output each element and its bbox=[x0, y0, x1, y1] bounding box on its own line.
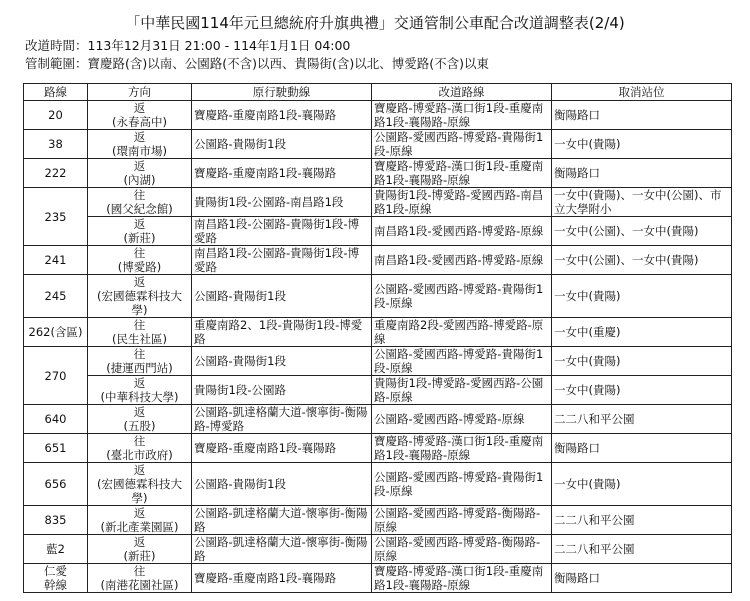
route-number: 835 bbox=[44, 513, 67, 527]
header-original-route: 原行駛動線 bbox=[192, 84, 372, 101]
direction: 返 bbox=[133, 101, 146, 115]
route-cell bbox=[24, 535, 88, 564]
cancelled-stops: 一女中(重慶) bbox=[554, 325, 621, 339]
cancelled-stops: 一女中(貴陽) bbox=[554, 477, 621, 491]
direction-cell bbox=[88, 159, 192, 188]
destination: (宏國德霖科技大學) bbox=[97, 477, 182, 505]
route-number: 222 bbox=[44, 166, 67, 180]
detour-table bbox=[23, 83, 732, 593]
cancelled-stops-cell bbox=[552, 506, 732, 535]
cancelled-stops: 衡陽路口 bbox=[554, 571, 600, 585]
route-number: 仁愛幹線 bbox=[44, 564, 67, 592]
destination: (國父紀念館) bbox=[106, 202, 173, 216]
detour-route: 公園路-愛國西路-博愛路-貴陽街1段-原線 bbox=[374, 130, 544, 158]
table-row bbox=[24, 463, 732, 506]
cancelled-stops: 一女中(貴陽) bbox=[554, 354, 621, 368]
original-route: 南昌路1段-公園路-貴陽街1段-博愛路 bbox=[194, 217, 360, 245]
table-row bbox=[24, 506, 732, 535]
destination: (臺北市政府) bbox=[106, 448, 173, 462]
route-cell bbox=[24, 246, 88, 275]
direction: 返 bbox=[133, 376, 146, 390]
direction-cell bbox=[88, 101, 192, 130]
direction-cell bbox=[88, 535, 192, 564]
original-route: 公園路-凱達格蘭大道-懷寧街-衡陽路 bbox=[194, 506, 368, 534]
cancelled-stops: 衡陽路口 bbox=[554, 441, 600, 455]
destination: (內湖) bbox=[123, 173, 156, 187]
cancelled-stops-cell bbox=[552, 101, 732, 130]
table-row bbox=[24, 405, 732, 434]
cancelled-stops-cell bbox=[552, 275, 732, 318]
control-range: 管制範圍：寶慶路(含)以南、公園路(不含)以西、貴陽街(含)以北、博愛路(不含)以東 bbox=[25, 56, 490, 71]
route-cell bbox=[24, 275, 88, 318]
original-route: 貴陽街1段-公園路 bbox=[194, 383, 286, 397]
direction: 返 bbox=[133, 506, 146, 520]
detour-route-cell bbox=[372, 535, 552, 564]
detour-route: 貴陽街1段-博愛路-愛國西路-南昌路1段-原線 bbox=[374, 188, 544, 216]
route-cell bbox=[24, 101, 88, 130]
route-number: 藍2 bbox=[46, 542, 65, 556]
detour-route-cell bbox=[372, 275, 552, 318]
detour-route-cell bbox=[372, 188, 552, 217]
original-route-cell bbox=[192, 159, 372, 188]
route-cell bbox=[24, 506, 88, 535]
destination: (捷運西門站) bbox=[106, 361, 173, 375]
cancelled-stops: 一女中(公園)、一女中(貴陽) bbox=[554, 253, 699, 267]
detour-route-cell bbox=[372, 405, 552, 434]
direction-cell bbox=[88, 405, 192, 434]
detour-route: 公園路-愛國西路-博愛路-衡陽路-原線 bbox=[374, 535, 541, 563]
original-route-cell bbox=[192, 275, 372, 318]
route-cell bbox=[24, 159, 88, 188]
original-route-cell bbox=[192, 434, 372, 463]
detour-route: 公園路-愛國西路-博愛路-貴陽街1段-原線 bbox=[374, 470, 544, 498]
direction: 往 bbox=[133, 188, 146, 202]
cancelled-stops-cell bbox=[552, 318, 732, 347]
route-cell bbox=[24, 318, 88, 347]
cancelled-stops-cell bbox=[552, 535, 732, 564]
route-number: 651 bbox=[44, 441, 67, 455]
cancelled-stops: 一女中(貴陽) bbox=[554, 137, 621, 151]
table-row bbox=[24, 318, 732, 347]
destination: (南港花園社區) bbox=[100, 578, 179, 592]
table-row bbox=[24, 535, 732, 564]
direction-cell bbox=[88, 188, 192, 217]
cancelled-stops-cell bbox=[552, 188, 732, 217]
route-cell bbox=[24, 463, 88, 506]
header-cancelled-stops: 取消站位 bbox=[552, 84, 732, 101]
table-row bbox=[24, 130, 732, 159]
original-route-cell bbox=[192, 463, 372, 506]
destination: (中華科技大學) bbox=[100, 390, 179, 404]
direction-cell bbox=[88, 130, 192, 159]
destination: (民生社區) bbox=[112, 332, 167, 346]
original-route: 公園路-貴陽街1段 bbox=[194, 354, 286, 368]
detour-route: 寶慶路-博愛路-漢口街1段-重慶南路1段-襄陽路-原線 bbox=[374, 434, 544, 462]
destination: (宏國德霖科技大學) bbox=[97, 289, 182, 317]
header-detour-route: 改道路線 bbox=[372, 84, 552, 101]
cancelled-stops-cell bbox=[552, 217, 732, 246]
cancelled-stops: 二二八和平公園 bbox=[554, 412, 635, 426]
cancelled-stops: 一女中(貴陽)、一女中(公園)、市立大學附小 bbox=[554, 188, 722, 216]
route-number: 20 bbox=[48, 108, 63, 122]
direction-cell bbox=[88, 246, 192, 275]
direction-cell bbox=[88, 217, 192, 246]
original-route-cell bbox=[192, 347, 372, 376]
detour-route: 公園路-愛國西路-博愛路-貴陽街1段-原線 bbox=[374, 282, 544, 310]
original-route-cell bbox=[192, 506, 372, 535]
cancelled-stops-cell bbox=[552, 564, 732, 593]
detour-route: 南昌路1段-愛國西路-博愛路-原線 bbox=[374, 253, 544, 267]
detour-time: 改道時間：113年12月31日 21:00 - 114年1月1日 04:00 bbox=[25, 38, 351, 53]
cancelled-stops: 一女中(公園)、一女中(貴陽) bbox=[554, 224, 699, 238]
detour-route-cell bbox=[372, 376, 552, 405]
original-route-cell bbox=[192, 405, 372, 434]
destination: (博愛路) bbox=[117, 260, 162, 274]
direction-cell bbox=[88, 275, 192, 318]
direction: 返 bbox=[133, 159, 146, 173]
route-number: 38 bbox=[48, 137, 63, 151]
detour-route-cell bbox=[372, 463, 552, 506]
original-route: 寶慶路-重慶南路1段-襄陽路 bbox=[194, 166, 337, 180]
cancelled-stops-cell bbox=[552, 405, 732, 434]
original-route: 重慶南路2、1段-貴陽街1段-博愛路 bbox=[194, 318, 363, 346]
direction: 返 bbox=[133, 130, 146, 144]
cancelled-stops: 一女中(貴陽) bbox=[554, 383, 621, 397]
direction: 往 bbox=[133, 434, 146, 448]
cancelled-stops-cell bbox=[552, 376, 732, 405]
original-route: 南昌路1段-公園路-貴陽街1段-博愛路 bbox=[194, 246, 360, 274]
original-route: 公園路-貴陽街1段 bbox=[194, 137, 286, 151]
header-route: 路線 bbox=[24, 84, 88, 101]
destination: (新北產業園區) bbox=[100, 520, 179, 534]
route-cell bbox=[24, 130, 88, 159]
table-row bbox=[24, 246, 732, 275]
detour-route-cell bbox=[372, 101, 552, 130]
original-route-cell bbox=[192, 130, 372, 159]
direction: 往 bbox=[133, 318, 146, 332]
table-row bbox=[24, 347, 732, 376]
detour-route: 寶慶路-博愛路-漢口街1段-重慶南路1段-襄陽路-原線 bbox=[374, 159, 544, 187]
table-row bbox=[24, 217, 732, 246]
destination: (永春高中) bbox=[112, 115, 167, 129]
detour-route: 南昌路1段-愛國西路-博愛路-原線 bbox=[374, 224, 544, 238]
destination: (新莊) bbox=[123, 231, 156, 245]
detour-route: 公園路-愛國西路-博愛路-衡陽路-原線 bbox=[374, 506, 541, 534]
route-number: 656 bbox=[44, 477, 67, 491]
cancelled-stops: 一女中(貴陽) bbox=[554, 289, 621, 303]
original-route-cell bbox=[192, 101, 372, 130]
direction: 返 bbox=[133, 217, 146, 231]
original-route: 公園路-貴陽街1段 bbox=[194, 477, 286, 491]
direction: 返 bbox=[133, 463, 146, 477]
direction-cell bbox=[88, 376, 192, 405]
header-direction: 方向 bbox=[88, 84, 192, 101]
route-cell bbox=[24, 347, 88, 405]
detour-route-cell bbox=[372, 318, 552, 347]
original-route-cell bbox=[192, 535, 372, 564]
original-route-cell bbox=[192, 318, 372, 347]
table-row bbox=[24, 159, 732, 188]
cancelled-stops-cell bbox=[552, 130, 732, 159]
original-route: 公園路-貴陽街1段 bbox=[194, 289, 286, 303]
cancelled-stops-cell bbox=[552, 347, 732, 376]
route-cell bbox=[24, 434, 88, 463]
route-cell bbox=[24, 405, 88, 434]
direction-cell bbox=[88, 564, 192, 593]
detour-route-cell bbox=[372, 159, 552, 188]
direction: 返 bbox=[133, 275, 146, 289]
detour-route-cell bbox=[372, 347, 552, 376]
original-route: 公園路-凱達格蘭大道-懷寧街-衡陽路-博愛路 bbox=[194, 405, 368, 433]
detour-route: 公園路-愛國西路-博愛路-貴陽街1段-原線 bbox=[374, 347, 544, 375]
table-row bbox=[24, 275, 732, 318]
detour-route: 寶慶路-博愛路-漢口街1段-重慶南路1段-襄陽路-原線 bbox=[374, 101, 544, 129]
route-cell bbox=[24, 188, 88, 246]
original-route: 寶慶路-重慶南路1段-襄陽路 bbox=[194, 108, 337, 122]
cancelled-stops: 衡陽路口 bbox=[554, 108, 600, 122]
destination: (五股) bbox=[123, 419, 156, 433]
route-number: 262(含區) bbox=[28, 325, 83, 339]
direction: 往 bbox=[133, 246, 146, 260]
route-cell bbox=[24, 564, 88, 593]
direction-cell bbox=[88, 506, 192, 535]
detour-route: 貴陽街1段-博愛路-愛國西路-公園路-原線 bbox=[374, 376, 544, 404]
detour-route-cell bbox=[372, 130, 552, 159]
direction-cell bbox=[88, 463, 192, 506]
route-number: 235 bbox=[44, 209, 67, 224]
detour-route-cell bbox=[372, 506, 552, 535]
detour-route: 公園路-愛國西路-博愛路-原線 bbox=[374, 412, 525, 426]
document-title: 「中華民國114年元旦總統府升旗典禮」交通管制公車配合改道調整表(2/4) bbox=[125, 14, 625, 32]
route-number: 640 bbox=[44, 412, 67, 426]
table-row bbox=[24, 188, 732, 217]
direction-cell bbox=[88, 434, 192, 463]
table-row bbox=[24, 101, 732, 130]
original-route-cell bbox=[192, 246, 372, 275]
table-header-row bbox=[24, 84, 732, 101]
cancelled-stops-cell bbox=[552, 434, 732, 463]
original-route: 寶慶路-重慶南路1段-襄陽路 bbox=[194, 441, 337, 455]
route-number: 270 bbox=[44, 368, 67, 383]
direction: 往 bbox=[133, 347, 146, 361]
original-route: 貴陽街1段-公園路-南昌路1段 bbox=[194, 195, 344, 209]
cancelled-stops-cell bbox=[552, 246, 732, 275]
destination: (新莊) bbox=[123, 549, 156, 563]
original-route: 寶慶路-重慶南路1段-襄陽路 bbox=[194, 571, 337, 585]
original-route-cell bbox=[192, 217, 372, 246]
detour-route-cell bbox=[372, 217, 552, 246]
detour-route: 寶慶路-博愛路-漢口街1段-重慶南路1段-襄陽路-原線 bbox=[374, 564, 544, 592]
detour-route-cell bbox=[372, 564, 552, 593]
route-number: 245 bbox=[44, 289, 67, 303]
cancelled-stops: 二二八和平公園 bbox=[554, 542, 635, 556]
direction-cell bbox=[88, 318, 192, 347]
original-route-cell bbox=[192, 564, 372, 593]
cancelled-stops-cell bbox=[552, 159, 732, 188]
detour-route-cell bbox=[372, 246, 552, 275]
cancelled-stops-cell bbox=[552, 463, 732, 506]
table-row bbox=[24, 564, 732, 593]
original-route: 公園路-凱達格蘭大道-懷寧街-衡陽路 bbox=[194, 535, 368, 563]
route-number: 241 bbox=[44, 253, 67, 267]
direction: 往 bbox=[133, 564, 146, 578]
direction-cell bbox=[88, 347, 192, 376]
direction: 返 bbox=[133, 535, 146, 549]
cancelled-stops: 衡陽路口 bbox=[554, 166, 600, 180]
table-row bbox=[24, 376, 732, 405]
original-route-cell bbox=[192, 188, 372, 217]
detour-route-cell bbox=[372, 434, 552, 463]
table-row bbox=[24, 434, 732, 463]
detour-route: 重慶南路2段-愛國西路-博愛路-原線 bbox=[374, 318, 544, 346]
cancelled-stops: 二二八和平公園 bbox=[554, 513, 635, 527]
original-route-cell bbox=[192, 376, 372, 405]
direction: 返 bbox=[133, 405, 146, 419]
destination: (環南市場) bbox=[112, 144, 167, 158]
